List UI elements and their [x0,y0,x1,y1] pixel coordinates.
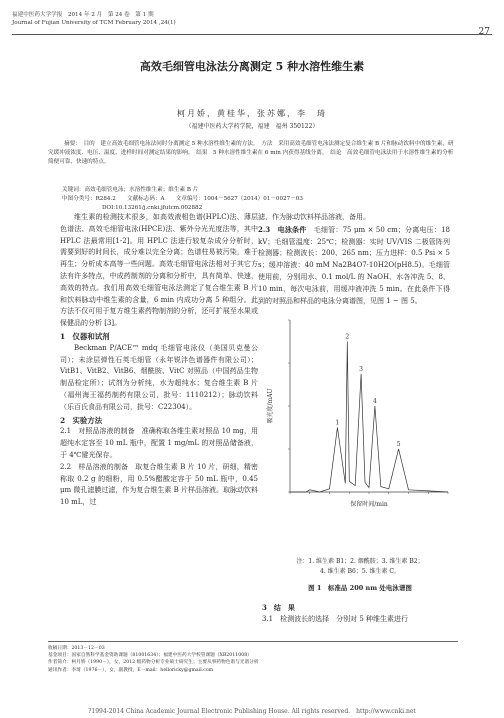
header-rule [12,34,492,35]
section-1-heading: 1 仪器和试剂 [60,331,110,341]
peak-label: 1 [335,419,340,427]
section-2-1 [60,426,258,461]
footnote-received: 收稿日期：2013－12－03 [48,646,105,651]
page-number: 27 [478,27,490,37]
peak-label: 3 [359,365,364,373]
journal-name-cn: 福建中医药大学学报 2014 年 2 月 第 24 卷 第 1 期 [12,12,154,18]
figure-legend-line2: 4. 维生素 B6；5. 维生素 C。 [320,568,400,575]
section-2-1-text: 准确称取各维生素对照品 10 mg，用超纯水定容至 10 mL 瓶中，配置 1 mg/mL 的对照品储备液，于 4℃避光保存。 [60,427,259,459]
peak-label: 2 [345,333,350,341]
figure-legend [262,557,458,577]
affiliation: （福建中医药大学药学院，福建 福州 350122） [185,123,319,130]
electropherogram-figure [262,300,458,510]
running-header [12,11,176,27]
electropherogram-trace [290,342,448,493]
author-list: 柯月娇，黄桂华，张苏娜，李 琦 [177,109,327,118]
footnotes [48,641,458,674]
footnote-contact: 通讯作者：李琦（1976－），女，副教授，E－mail：helloricky@gmail.com [48,667,214,673]
continued-text: 滤，作为脉动饮料样品溶液，备用。 [258,213,370,221]
results-heading: 3 结 果 [262,603,295,612]
figure-legend-line1: 注：1. 维生素 B1；2. 烟酰胺；3. 维生素 B2； [296,558,424,565]
article-meta [62,186,303,213]
results-section [262,602,452,626]
section-2-heading: 2 实验方法 [60,415,103,425]
section-2-3-heading: 2.3 电泳条件 [258,224,307,234]
article-title: 高效毛细管电泳法分离测定 5 种水溶性维生素 [139,60,365,73]
section-2-1-heading: 2.1 对照品溶液的制备 [60,427,135,436]
classification-codes: 中图分类号：R284.2 文献标志码：A 文章编号：1004－5627（2014）01－0027－03 [62,196,303,202]
left-column [60,212,258,509]
peak-label: 5 [396,441,401,448]
results-3-1: 3.1 检测波长的选择 分别对 5 种维生素进行 [262,614,409,623]
copyright-line: ?1994-2014 China Academic Journal Electronic Publishing House. All rights reserved. http://www.cnki.net [88,708,416,715]
x-axis-label: 保留时间/min [350,501,388,508]
y-axis-label: 吸光度/mAU [267,388,274,424]
peak-label: 4 [373,398,377,405]
section-2-3 [258,224,450,308]
right-column [258,212,450,307]
journal-name-en: Journal of Fujian University of TCM February 2014 ,24(1) [12,20,176,26]
section-2-2-heading: 2.2 样品溶液的制备 [60,462,129,471]
section-2-3-text: 毛细管：75 μm × 50 cm；分离电压：18 kV；毛细管温度：25℃；检测器：实时 UV/VIS 二极管阵列检测器；检测波长：200、265 nm；压力进样：0.5 Psi × 5 s；缓冲溶液：40 mM Na2B4O7·10H2O(pH8.5)。毛细管使用前，分别用水、0.1 mol/L 的 NaOH、水各冲洗 5、8、10 min，每次电泳前，用缓冲液冲洗 5 min。在此条件下得到的对照品和样品的电泳分离谱图，见图 1 ~ 图 5。 [258,225,451,305]
figure-caption: 图 1 标准品 200 nm 处电泳谱图 [308,584,412,592]
section-2-2 [60,462,258,509]
footnote-fund: 基金项目：国家自然科学基金资助课题（81001634）；福建中医药大学校管课题（XB2011008） [48,653,252,659]
section-1-text: Beckman P/ACE™ mdq 毛细管电泳仪（美国贝克曼公司）；未涂层弹性石英毛细管（永年锐沣色谱器件有限公司）；VitB1、VitB2、VitB6、烟酰胺、VitC 对照品（中国药品生物制品检定所）；试剂为分析纯，水为超纯水；复合维生素 B 片（福州海王福药制药有限公司，批号：1110212）；脉动饮料（乐百氏食品有限公司，批号：C22304）。 [60,343,258,411]
section-2-2-text: 取复合维生素 B 片 10 片，研细，精密称取 0.2 g 的细粉，用 0.5%醋酸定容于 50 mL 瓶中，0.45 μm 微孔滤膜过滤，作为复合维生素 B 片样品溶液。取脉动饮料 10 mL，过 [60,462,259,507]
abstract: 摘要： 目的 建立高效毛细管电泳法同时分离测定 5 种水溶性维生素的方法。 方法 采用高效毛细管电泳法测定复合维生素 B 片和脉动饮料中的维生素，研究缓冲液浓度、电压、温度、进样时间对测定结果的影响。 结果 5 种水溶性维生素在 6 min 内获得基线分离。 结论 高效毛细管电泳法用于水溶性维生素的分析简便可靠、快速的特点。 [48,141,454,165]
intro-paragraph: 维生素的检测技术很多，如高效液相色谱(HPLC)法、薄层色谱法、高效毛细管电泳(HPCE)法、紫外分光光度法等，其中 HPLC 法最常用[1-2]。用 HPLC 法进行较复杂成分分析时，需要到好的时间长，成分难以完全分离；色谱柱易被污染，难于再生；分析成本高等一些问题。高效毛细管电泳法相对于其它方法有许多特点，中成药制剂的分离和分析中，具有简单、快速，高效的特点。我们用高效毛细管电泳法测定了复合维生素 B 片和饮料脉动中维生素的含量，6 min 内成功分离 5 种组分。此方法不仅可用于复方维生素药物制剂的分析，还可扩展至水果或保健品的分析 [3]。 [60,213,258,328]
doi: DOI:10.13261/j.cnki.jfutcm.002882 [102,205,203,211]
keywords: 关键词：高效毛细管电泳；水溶性维生素；维生素 B 片 [62,187,199,193]
footnote-author: 作者简介：柯月娇（1990－），女，2012 级药物分析专业硕士研究生；主要从事药物色谱与光谱分析 [48,660,259,666]
